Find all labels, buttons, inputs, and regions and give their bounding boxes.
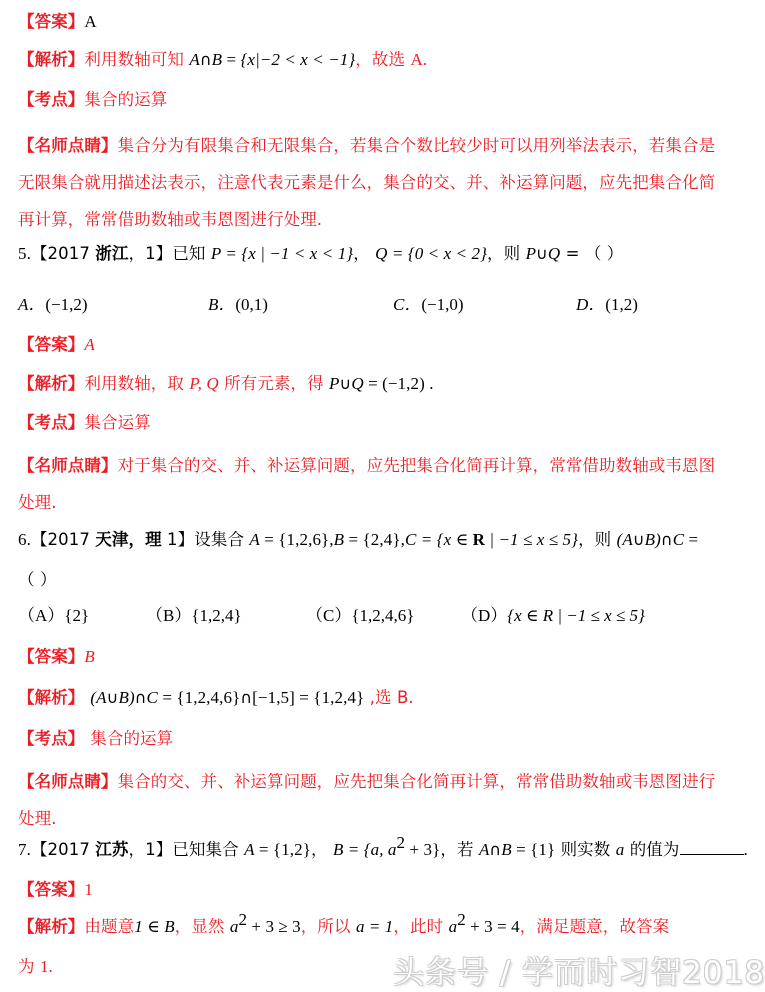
q5-analysis-p: P [329,374,340,393]
q6-option-d[interactable] [461,601,645,626]
q5-set-q-value: = {0 < x < 2} [387,244,488,263]
q6-analysis-a: (A [90,688,107,707]
intersection-icon: ∩ [489,840,502,859]
q7-expr-eq: = {1} [511,840,556,859]
q7-set-b-exponent: 2 [396,833,406,853]
q7-set-b-value-post: + 3} [405,840,441,859]
q6-option-a-value: {2} [64,606,90,625]
q6-option-d-value: {x ∈ R | −1 ≤ x ≤ 5} [507,606,645,625]
tip-label: 【名师点睛】 [18,772,118,791]
q7-analysis-p2: ，显然 [174,917,230,936]
q5-analysis-result: = (−1,2) [363,374,425,393]
q5-source-open: 【2017 [30,244,96,263]
q5-analysis-q: Q [351,374,364,393]
union-icon: ∪ [106,688,119,707]
q6-real-number-symbol: R [472,530,485,549]
q6-option-b[interactable] [146,601,242,626]
q5-option-c[interactable] [393,290,464,315]
q6-option-c[interactable] [306,601,414,626]
watermark: 头条号 / 学而时习智2018 [393,955,765,991]
q4-analysis-set: {x|−2 < x < −1} [240,50,356,69]
q4-keypoint-value: 集合的运算 [84,90,168,109]
q6-keypoint-line [18,727,718,750]
q6-analysis-eq2: = {1,2,4} [294,688,365,707]
q7-analysis-m4-post: + 3 = 4 [465,917,520,936]
q5-source-region: 浙江 [95,244,129,263]
tip-label: 【名师点睛】 [18,136,118,155]
q7-analysis-p4: ，此时 [393,917,449,936]
q7-source-open: 【2017 [30,840,96,859]
q5-analysis-mid: 所有元素，得 [218,374,330,393]
q6-option-b-value: {1,2,4} [191,606,242,625]
intersection-icon: ∩ [199,50,212,69]
answer-label: 【答案】 [18,335,85,354]
q6-option-d-label: （D） [461,606,508,625]
q7-set-a-value: = {1,2} [254,840,312,859]
q5-stem-pre: 已知 [172,244,211,263]
q7-analysis-m2-post: + 3 ≥ 3 [247,917,301,936]
q6-analysis-interval: [−1,5] [252,688,295,707]
q6-source-open: 【2017 [30,530,96,549]
union-icon: ∪ [536,244,548,263]
q7-analysis-m2-exponent: 2 [238,910,248,930]
q7-analysis-line [18,910,718,938]
intersection-icon: ∩ [240,688,253,707]
q6-tip-block [18,763,718,837]
q6-set-b: B [333,530,345,549]
q5-number: 5. [18,244,31,263]
q6-analysis-b: B) [118,688,135,707]
q4-analysis-pre: 利用数轴可知 [84,50,190,69]
q4-analysis-choice: A. [410,50,428,69]
q7-answer-blank[interactable] [680,840,744,855]
q4-analysis-post: ，故选 [355,50,411,69]
q7-analysis-p1: 由题意 [84,917,135,936]
q5-expr-q: Q [547,244,561,263]
analysis-label: 【解析】 [18,50,85,69]
q7-expr-a: A [478,840,490,859]
q5-answer-value: A [84,335,95,354]
q6-stem-pre: 设集合 [194,530,250,549]
q6-stem-line [18,528,718,551]
answer-label: 【答案】 [18,880,85,899]
q7-analysis-m4-exponent: 2 [457,910,466,930]
q7-analysis-m2-pre: a [229,917,239,936]
q7-analysis-line2-value: 1. [39,957,53,976]
q6-set-a: A [249,530,260,549]
q5-set-p: P [210,244,222,263]
q5-option-d-label: D． [576,295,606,314]
q5-analysis-sets: P, Q [189,374,219,393]
q7-analysis-p5: ，满足题意，故答案 [519,917,670,936]
q5-analysis-pre: 利用数轴，取 [84,374,190,393]
q7-answer-line [18,878,718,901]
q7-stem-tail2: 的值为 [624,840,680,859]
q5-stem-mid: ，则 [487,244,526,263]
q4-tip-block [18,127,718,238]
q7-stem-period: . [743,840,748,859]
q6-option-c-value: {1,2,4,6} [351,606,415,625]
q6-set-c: C [404,530,417,549]
q6-option-a-label: （A） [18,606,65,625]
q5-expr-p: P [525,244,537,263]
q6-tip-text: 集合的交、并、补运算问题，应先把集合化简再计算，常常借助数轴或韦恩图进行处理. [18,772,716,828]
q7-stem-mid: ，若 [440,840,479,859]
q5-option-c-label: C． [393,295,422,314]
q6-stem-continuation [18,568,718,591]
q5-analysis-end: . [424,374,434,393]
q7-source-close: ，1】 [128,840,173,859]
q5-option-d[interactable] [576,290,638,315]
intersection-icon: ∩ [134,688,147,707]
q5-option-a-value: (−1,2) [45,295,88,314]
q5-stem-eq: = （ ） [560,244,624,263]
analysis-label: 【解析】 [18,917,85,936]
q5-option-a-label: A． [18,295,46,314]
q5-tip-text: 对于集合的交、并、补运算问题，应先把集合化简再计算，常常借助数轴或韦恩图处理. [18,456,716,512]
q4-analysis-eq: = [222,50,241,69]
q6-analysis-eq: = {1,2,4,6} [157,688,241,707]
q7-analysis-m4-pre: a [448,917,458,936]
q5-stem-sep: ， [353,244,376,263]
q6-stem-eq: = [684,530,699,549]
q6-source-region: 天津，理 [95,530,162,549]
q7-analysis-p3: ，所以 [300,917,356,936]
q5-tip-block [18,447,718,521]
q7-variable-a: a [615,840,625,859]
q6-expr-a: (A [616,530,633,549]
q4-keypoint-line [18,88,718,111]
q5-option-d-value: (1,2) [605,295,638,314]
analysis-label: 【解析】 [18,374,85,393]
q5-option-a[interactable] [18,290,88,315]
q7-stem-tail: 则实数 [555,840,616,859]
q6-number: 6. [18,530,31,549]
intersection-icon: ∩ [660,530,673,549]
q6-option-b-label: （B） [146,606,192,625]
q6-analysis-choice: ,选 B. [364,688,414,707]
tip-label: 【名师点睛】 [18,456,118,475]
q6-answer-value: B [84,647,95,666]
q6-set-a-value: = {1,2,6}, [259,530,334,549]
q5-option-b[interactable] [208,290,268,315]
q6-stem-mid: ，则 [578,530,617,549]
q5-keypoint-line [18,411,718,434]
q4-answer-value: A [84,12,97,31]
q6-option-c-label: （C） [306,606,352,625]
q7-source-region: 江苏 [95,840,129,859]
q5-set-p-value: = {x | −1 < x < 1} [221,244,354,263]
q6-analysis-c: C [146,688,158,707]
answer-label: 【答案】 [18,647,85,666]
q5-answer-line [18,333,718,356]
q7-expr-b: B [501,840,512,859]
answer-label: 【答案】 [18,12,85,31]
q6-expr-b: B) [644,530,661,549]
q4-analysis-line [18,48,718,71]
q5-option-b-label: B． [208,295,236,314]
q5-keypoint-value: 集合运算 [84,413,151,432]
q5-set-q: Q [375,244,388,263]
union-icon: ∪ [339,374,352,393]
q7-stem-pre: 已知集合 [172,840,245,859]
q4-analysis-math-right: B [211,50,223,69]
q7-number: 7. [18,840,31,859]
keypoint-label: 【考点】 [18,90,85,109]
q7-answer-value: 1 [84,880,94,899]
q4-answer-line [18,10,718,33]
q7-set-b: B [332,840,344,859]
q6-answer-line [18,645,718,668]
q4-tip-text: 集合分为有限集合和无限集合，若集合个数比较少时可以用列举法表示，若集合是无限集合就用描述法表示，注意代表元素是什么，集合的交、并、补运算问题，应先把集合化简再计算，常常借助数轴或韦恩图进行处理. [18,136,716,229]
q5-source-close: ，1】 [128,244,173,263]
q7-analysis-m1: 1 ∈ B [134,917,175,936]
q6-source-close: 1】 [161,530,195,549]
q7-stem-line [18,833,748,861]
keypoint-label: 【考点】 [18,729,91,748]
q5-analysis-line [18,372,718,395]
q6-keypoint-value: 集合的运算 [90,729,174,748]
q4-analysis-math-left: A [189,50,200,69]
q6-set-c-value: = {x ∈ [416,530,473,549]
q6-set-c-rest: | −1 ≤ x ≤ 5} [485,530,579,549]
q6-option-a[interactable] [18,601,89,626]
q7-analysis-m3: a = 1 [355,917,394,936]
q6-stem-blank: （ ） [18,570,57,589]
keypoint-label: 【考点】 [18,413,85,432]
q7-set-a: A [244,840,255,859]
q5-option-c-value: (−1,0) [421,295,464,314]
q6-expr-c: C [672,530,685,549]
q6-set-b-value: = {2,4}, [344,530,405,549]
union-icon: ∪ [632,530,645,549]
q6-analysis-line [18,686,718,709]
q7-set-b-value-pre: = {a, a [343,840,397,859]
analysis-label: 【解析】 [18,688,85,707]
q7-stem-sep: ， [311,840,333,859]
q5-option-b-value: (0,1) [235,295,268,314]
q7-analysis-line2-pre: 为 [18,957,40,976]
q5-stem-line [18,242,718,265]
